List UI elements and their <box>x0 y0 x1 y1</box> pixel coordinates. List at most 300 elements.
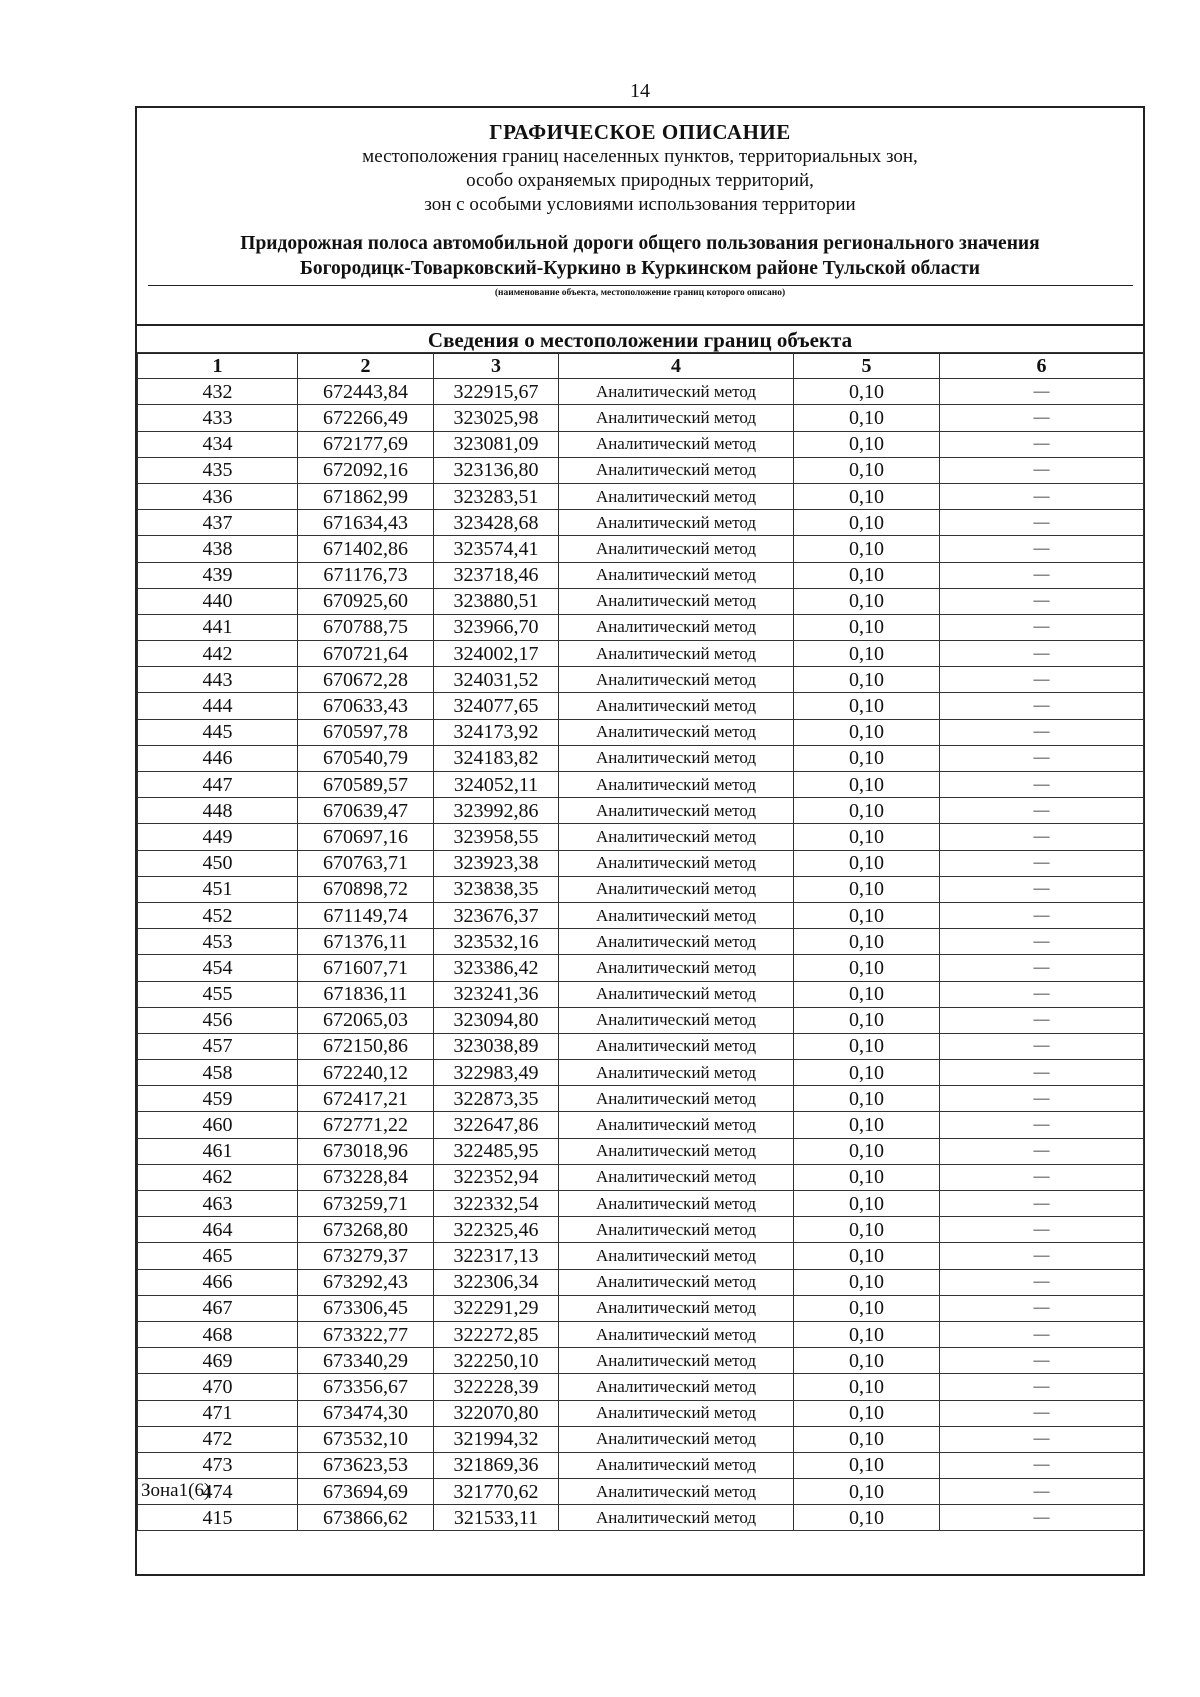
accuracy-cell: 0,10 <box>794 457 940 483</box>
note-cell: — <box>940 1295 1144 1321</box>
point-number-cell: 457 <box>138 1033 298 1059</box>
note-cell: — <box>940 405 1144 431</box>
method-cell: Аналитический метод <box>559 588 794 614</box>
note-cell: — <box>940 1217 1144 1243</box>
accuracy-cell: 0,10 <box>794 431 940 457</box>
method-cell: Аналитический метод <box>559 536 794 562</box>
accuracy-cell: 0,10 <box>794 1164 940 1190</box>
method-cell: Аналитический метод <box>559 745 794 771</box>
point-number-cell: 445 <box>138 719 298 745</box>
accuracy-cell: 0,10 <box>794 1400 940 1426</box>
method-cell: Аналитический метод <box>559 1086 794 1112</box>
point-number-cell: 415 <box>138 1505 298 1531</box>
point-number-cell: 434 <box>138 431 298 457</box>
point-number-cell: 439 <box>138 562 298 588</box>
y-coordinate-cell: 323958,55 <box>434 824 559 850</box>
accuracy-cell: 0,10 <box>794 562 940 588</box>
accuracy-cell: 0,10 <box>794 693 940 719</box>
table-row <box>138 379 1144 405</box>
table-row <box>138 1007 1144 1033</box>
x-coordinate-cell: 673306,45 <box>298 1295 434 1321</box>
y-coordinate-cell: 321869,36 <box>434 1452 559 1478</box>
accuracy-cell: 0,10 <box>794 1086 940 1112</box>
table-row <box>138 1452 1144 1478</box>
table-row <box>138 483 1144 509</box>
document-header <box>137 108 1143 354</box>
accuracy-cell: 0,10 <box>794 1426 940 1452</box>
point-number-cell: 451 <box>138 876 298 902</box>
x-coordinate-cell: 673279,37 <box>298 1243 434 1269</box>
note-cell: — <box>940 1112 1144 1138</box>
table-row <box>138 693 1144 719</box>
note-cell: — <box>940 1243 1144 1269</box>
method-cell: Аналитический метод <box>559 1269 794 1295</box>
y-coordinate-cell: 323676,37 <box>434 902 559 928</box>
x-coordinate-cell: 670788,75 <box>298 614 434 640</box>
table-row <box>138 981 1144 1007</box>
y-coordinate-cell: 322647,86 <box>434 1112 559 1138</box>
point-number-cell: 447 <box>138 772 298 798</box>
accuracy-cell: 0,10 <box>794 588 940 614</box>
y-coordinate-cell: 324052,11 <box>434 772 559 798</box>
x-coordinate-cell: 670721,64 <box>298 641 434 667</box>
method-cell: Аналитический метод <box>559 405 794 431</box>
point-number-cell: 442 <box>138 641 298 667</box>
note-cell: — <box>940 902 1144 928</box>
table-row <box>138 1269 1144 1295</box>
accuracy-cell: 0,10 <box>794 614 940 640</box>
point-number-cell: 448 <box>138 798 298 824</box>
x-coordinate-cell: 671634,43 <box>298 510 434 536</box>
method-cell: Аналитический метод <box>559 1426 794 1452</box>
method-cell: Аналитический метод <box>559 955 794 981</box>
table-row <box>138 1426 1144 1452</box>
accuracy-cell: 0,10 <box>794 719 940 745</box>
method-cell: Аналитический метод <box>559 824 794 850</box>
x-coordinate-cell: 673340,29 <box>298 1348 434 1374</box>
table-row <box>138 850 1144 876</box>
y-coordinate-cell: 323081,09 <box>434 431 559 457</box>
method-cell: Аналитический метод <box>559 1295 794 1321</box>
note-cell: — <box>940 1033 1144 1059</box>
method-cell: Аналитический метод <box>559 1452 794 1478</box>
accuracy-cell: 0,10 <box>794 1269 940 1295</box>
x-coordinate-cell: 670763,71 <box>298 850 434 876</box>
x-coordinate-cell: 672177,69 <box>298 431 434 457</box>
method-cell: Аналитический метод <box>559 1505 794 1531</box>
x-coordinate-cell: 671176,73 <box>298 562 434 588</box>
point-number-cell: 470 <box>138 1374 298 1400</box>
accuracy-cell: 0,10 <box>794 379 940 405</box>
point-number-cell: 472 <box>138 1426 298 1452</box>
table-row <box>138 405 1144 431</box>
x-coordinate-cell: 672092,16 <box>298 457 434 483</box>
table-row <box>138 1348 1144 1374</box>
accuracy-cell: 0,10 <box>794 1452 940 1478</box>
x-coordinate-cell: 673623,53 <box>298 1452 434 1478</box>
table-row <box>138 1505 1144 1531</box>
y-coordinate-cell: 322317,13 <box>434 1243 559 1269</box>
note-cell: — <box>940 824 1144 850</box>
accuracy-cell: 0,10 <box>794 1479 940 1505</box>
object-underline <box>148 285 1133 286</box>
y-coordinate-cell: 323428,68 <box>434 510 559 536</box>
table-row <box>138 1033 1144 1059</box>
method-cell: Аналитический метод <box>559 719 794 745</box>
note-cell: — <box>940 536 1144 562</box>
point-number-cell: 432 <box>138 379 298 405</box>
column-header: 6 <box>940 353 1144 379</box>
point-number-cell: 433 <box>138 405 298 431</box>
point-number-cell: 455 <box>138 981 298 1007</box>
table-row <box>138 1400 1144 1426</box>
accuracy-cell: 0,10 <box>794 510 940 536</box>
accuracy-cell: 0,10 <box>794 981 940 1007</box>
y-coordinate-cell: 323992,86 <box>434 798 559 824</box>
accuracy-cell: 0,10 <box>794 902 940 928</box>
y-coordinate-cell: 324077,65 <box>434 693 559 719</box>
accuracy-cell: 0,10 <box>794 876 940 902</box>
y-coordinate-cell: 323241,36 <box>434 981 559 1007</box>
point-number-cell: 465 <box>138 1243 298 1269</box>
method-cell: Аналитический метод <box>559 1033 794 1059</box>
method-cell: Аналитический метод <box>559 1164 794 1190</box>
method-cell: Аналитический метод <box>559 1321 794 1347</box>
table-body <box>138 379 1144 1531</box>
method-cell: Аналитический метод <box>559 1191 794 1217</box>
method-cell: Аналитический метод <box>559 1060 794 1086</box>
table-row <box>138 1217 1144 1243</box>
column-header: 1 <box>138 353 298 379</box>
note-cell: — <box>940 719 1144 745</box>
accuracy-cell: 0,10 <box>794 955 940 981</box>
table-row <box>138 902 1144 928</box>
accuracy-cell: 0,10 <box>794 824 940 850</box>
x-coordinate-cell: 673356,67 <box>298 1374 434 1400</box>
method-cell: Аналитический метод <box>559 1348 794 1374</box>
note-cell: — <box>940 483 1144 509</box>
accuracy-cell: 0,10 <box>794 1295 940 1321</box>
x-coordinate-cell: 670597,78 <box>298 719 434 745</box>
y-coordinate-cell: 322272,85 <box>434 1321 559 1347</box>
y-coordinate-cell: 323283,51 <box>434 483 559 509</box>
point-number-cell: 463 <box>138 1191 298 1217</box>
method-cell: Аналитический метод <box>559 1138 794 1164</box>
point-number-cell: 473 <box>138 1452 298 1478</box>
y-coordinate-cell: 323838,35 <box>434 876 559 902</box>
accuracy-cell: 0,10 <box>794 1007 940 1033</box>
point-number-cell: 469 <box>138 1348 298 1374</box>
y-coordinate-cell: 321770,62 <box>434 1479 559 1505</box>
point-number-cell: 436 <box>138 483 298 509</box>
point-number-cell: 461 <box>138 1138 298 1164</box>
x-coordinate-cell: 673866,62 <box>298 1505 434 1531</box>
method-cell: Аналитический метод <box>559 562 794 588</box>
method-cell: Аналитический метод <box>559 1400 794 1426</box>
x-coordinate-cell: 670639,47 <box>298 798 434 824</box>
method-cell: Аналитический метод <box>559 483 794 509</box>
x-coordinate-cell: 673018,96 <box>298 1138 434 1164</box>
accuracy-cell: 0,10 <box>794 1138 940 1164</box>
note-cell: — <box>940 981 1144 1007</box>
point-number-cell: 444 <box>138 693 298 719</box>
table-row <box>138 798 1144 824</box>
y-coordinate-cell: 322873,35 <box>434 1086 559 1112</box>
accuracy-cell: 0,10 <box>794 1321 940 1347</box>
table-row <box>138 719 1144 745</box>
y-coordinate-cell: 322332,54 <box>434 1191 559 1217</box>
y-coordinate-cell: 323094,80 <box>434 1007 559 1033</box>
accuracy-cell: 0,10 <box>794 1033 940 1059</box>
point-number-cell: 437 <box>138 510 298 536</box>
x-coordinate-cell: 670672,28 <box>298 667 434 693</box>
x-coordinate-cell: 672443,84 <box>298 379 434 405</box>
method-cell: Аналитический метод <box>559 641 794 667</box>
x-coordinate-cell: 670589,57 <box>298 772 434 798</box>
note-cell: — <box>940 1452 1144 1478</box>
point-number-cell: 474 <box>138 1479 298 1505</box>
x-coordinate-cell: 672150,86 <box>298 1033 434 1059</box>
method-cell: Аналитический метод <box>559 798 794 824</box>
y-coordinate-cell: 323923,38 <box>434 850 559 876</box>
point-number-cell: 446 <box>138 745 298 771</box>
note-cell: — <box>940 850 1144 876</box>
subtitle-line-3: зон с особыми условиями использования территории <box>424 194 856 215</box>
note-cell: — <box>940 457 1144 483</box>
accuracy-cell: 0,10 <box>794 1374 940 1400</box>
point-number-cell: 452 <box>138 902 298 928</box>
table-row <box>138 1374 1144 1400</box>
table-row <box>138 1321 1144 1347</box>
note-cell: — <box>940 1348 1144 1374</box>
note-cell: — <box>940 1164 1144 1190</box>
x-coordinate-cell: 671402,86 <box>298 536 434 562</box>
y-coordinate-cell: 324031,52 <box>434 667 559 693</box>
table-row <box>138 562 1144 588</box>
method-cell: Аналитический метод <box>559 667 794 693</box>
method-cell: Аналитический метод <box>559 457 794 483</box>
accuracy-cell: 0,10 <box>794 1112 940 1138</box>
page-number: 14 <box>630 80 650 102</box>
subtitle-line-1: местоположения границ населенных пунктов, территориальных зон, <box>362 146 918 167</box>
column-header: 2 <box>298 353 434 379</box>
y-coordinate-cell: 324183,82 <box>434 745 559 771</box>
method-cell: Аналитический метод <box>559 876 794 902</box>
y-coordinate-cell: 321994,32 <box>434 1426 559 1452</box>
table-row <box>138 1479 1144 1505</box>
note-cell: — <box>940 745 1144 771</box>
x-coordinate-cell: 670925,60 <box>298 588 434 614</box>
section-title: Сведения о местоположении границ объекта <box>137 324 1143 352</box>
method-cell: Аналитический метод <box>559 1243 794 1269</box>
note-cell: — <box>940 431 1144 457</box>
x-coordinate-cell: 673532,10 <box>298 1426 434 1452</box>
note-cell: — <box>940 1086 1144 1112</box>
x-coordinate-cell: 671376,11 <box>298 929 434 955</box>
y-coordinate-cell: 323880,51 <box>434 588 559 614</box>
note-cell: — <box>940 1321 1144 1347</box>
point-number-cell: 459 <box>138 1086 298 1112</box>
x-coordinate-cell: 672771,22 <box>298 1112 434 1138</box>
note-cell: — <box>940 614 1144 640</box>
note-cell: — <box>940 1060 1144 1086</box>
zone-label: Зона1(6) <box>141 1480 211 1501</box>
y-coordinate-cell: 323966,70 <box>434 614 559 640</box>
y-coordinate-cell: 322228,39 <box>434 1374 559 1400</box>
point-number-cell: 467 <box>138 1295 298 1321</box>
table-row <box>138 955 1144 981</box>
table-row <box>138 641 1144 667</box>
table-row <box>138 1060 1144 1086</box>
y-coordinate-cell: 322070,80 <box>434 1400 559 1426</box>
method-cell: Аналитический метод <box>559 379 794 405</box>
point-number-cell: 458 <box>138 1060 298 1086</box>
y-coordinate-cell: 322291,29 <box>434 1295 559 1321</box>
y-coordinate-cell: 323574,41 <box>434 536 559 562</box>
column-header: 5 <box>794 353 940 379</box>
column-header: 4 <box>559 353 794 379</box>
x-coordinate-cell: 673474,30 <box>298 1400 434 1426</box>
table-row <box>138 745 1144 771</box>
y-coordinate-cell: 324173,92 <box>434 719 559 745</box>
method-cell: Аналитический метод <box>559 1217 794 1243</box>
method-cell: Аналитический метод <box>559 510 794 536</box>
y-coordinate-cell: 324002,17 <box>434 641 559 667</box>
table-row <box>138 431 1144 457</box>
accuracy-cell: 0,10 <box>794 667 940 693</box>
point-number-cell: 471 <box>138 1400 298 1426</box>
x-coordinate-cell: 670697,16 <box>298 824 434 850</box>
x-coordinate-cell: 671149,74 <box>298 902 434 928</box>
point-number-cell: 449 <box>138 824 298 850</box>
accuracy-cell: 0,10 <box>794 641 940 667</box>
y-coordinate-cell: 322306,34 <box>434 1269 559 1295</box>
x-coordinate-cell: 673259,71 <box>298 1191 434 1217</box>
point-number-cell: 466 <box>138 1269 298 1295</box>
note-cell: — <box>940 1426 1144 1452</box>
x-coordinate-cell: 671607,71 <box>298 955 434 981</box>
table-row <box>138 824 1144 850</box>
object-name-line-1: Придорожная полоса автомобильной дороги общего пользования регионального значения <box>240 233 1040 254</box>
note-cell: — <box>940 1374 1144 1400</box>
note-cell: — <box>940 798 1144 824</box>
method-cell: Аналитический метод <box>559 693 794 719</box>
note-cell: — <box>940 1400 1144 1426</box>
method-cell: Аналитический метод <box>559 1374 794 1400</box>
point-number-cell: 456 <box>138 1007 298 1033</box>
table-row <box>138 1191 1144 1217</box>
point-number-cell: 460 <box>138 1112 298 1138</box>
y-coordinate-cell: 322485,95 <box>434 1138 559 1164</box>
y-coordinate-cell: 323136,80 <box>434 457 559 483</box>
table-row <box>138 1086 1144 1112</box>
x-coordinate-cell: 672266,49 <box>298 405 434 431</box>
accuracy-cell: 0,10 <box>794 1348 940 1374</box>
x-coordinate-cell: 673228,84 <box>298 1164 434 1190</box>
x-coordinate-cell: 673292,43 <box>298 1269 434 1295</box>
table-row <box>138 510 1144 536</box>
coordinates-table <box>137 352 1144 1531</box>
note-cell: — <box>940 1138 1144 1164</box>
note-cell: — <box>940 955 1144 981</box>
method-cell: Аналитический метод <box>559 929 794 955</box>
table-row <box>138 667 1144 693</box>
table-row <box>138 1243 1144 1269</box>
method-cell: Аналитический метод <box>559 981 794 1007</box>
table-row <box>138 876 1144 902</box>
y-coordinate-cell: 322325,46 <box>434 1217 559 1243</box>
x-coordinate-cell: 673268,80 <box>298 1217 434 1243</box>
point-number-cell: 464 <box>138 1217 298 1243</box>
point-number-cell: 468 <box>138 1321 298 1347</box>
method-cell: Аналитический метод <box>559 850 794 876</box>
x-coordinate-cell: 671836,11 <box>298 981 434 1007</box>
note-cell: — <box>940 379 1144 405</box>
document-frame <box>135 106 1145 1576</box>
accuracy-cell: 0,10 <box>794 1243 940 1269</box>
table-row <box>138 1138 1144 1164</box>
accuracy-cell: 0,10 <box>794 929 940 955</box>
note-cell: — <box>940 876 1144 902</box>
method-cell: Аналитический метод <box>559 614 794 640</box>
x-coordinate-cell: 672065,03 <box>298 1007 434 1033</box>
point-number-cell: 454 <box>138 955 298 981</box>
accuracy-cell: 0,10 <box>794 745 940 771</box>
accuracy-cell: 0,10 <box>794 850 940 876</box>
y-coordinate-cell: 322983,49 <box>434 1060 559 1086</box>
accuracy-cell: 0,10 <box>794 405 940 431</box>
subtitle-line-2: особо охраняемых природных территорий, <box>466 170 814 191</box>
table-row <box>138 457 1144 483</box>
note-cell: — <box>940 510 1144 536</box>
table-row <box>138 536 1144 562</box>
y-coordinate-cell: 322250,10 <box>434 1348 559 1374</box>
note-cell: — <box>940 929 1144 955</box>
method-cell: Аналитический метод <box>559 1112 794 1138</box>
method-cell: Аналитический метод <box>559 1007 794 1033</box>
table-row <box>138 772 1144 798</box>
accuracy-cell: 0,10 <box>794 1217 940 1243</box>
note-cell: — <box>940 1007 1144 1033</box>
note-cell: — <box>940 693 1144 719</box>
accuracy-cell: 0,10 <box>794 1505 940 1531</box>
method-cell: Аналитический метод <box>559 1479 794 1505</box>
method-cell: Аналитический метод <box>559 902 794 928</box>
table-row <box>138 1112 1144 1138</box>
note-cell: — <box>940 1479 1144 1505</box>
note-cell: — <box>940 641 1144 667</box>
y-coordinate-cell: 323038,89 <box>434 1033 559 1059</box>
y-coordinate-cell: 322915,67 <box>434 379 559 405</box>
column-header: 3 <box>434 353 559 379</box>
note-cell: — <box>940 667 1144 693</box>
accuracy-cell: 0,10 <box>794 798 940 824</box>
x-coordinate-cell: 672240,12 <box>298 1060 434 1086</box>
point-number-cell: 462 <box>138 1164 298 1190</box>
point-number-cell: 438 <box>138 536 298 562</box>
accuracy-cell: 0,10 <box>794 1060 940 1086</box>
table-header-row <box>138 353 1144 379</box>
note-cell: — <box>940 1191 1144 1217</box>
accuracy-cell: 0,10 <box>794 1191 940 1217</box>
table-row <box>138 929 1144 955</box>
accuracy-cell: 0,10 <box>794 536 940 562</box>
table-row <box>138 1164 1144 1190</box>
point-number-cell: 441 <box>138 614 298 640</box>
x-coordinate-cell: 671862,99 <box>298 483 434 509</box>
x-coordinate-cell: 673694,69 <box>298 1479 434 1505</box>
x-coordinate-cell: 670898,72 <box>298 876 434 902</box>
